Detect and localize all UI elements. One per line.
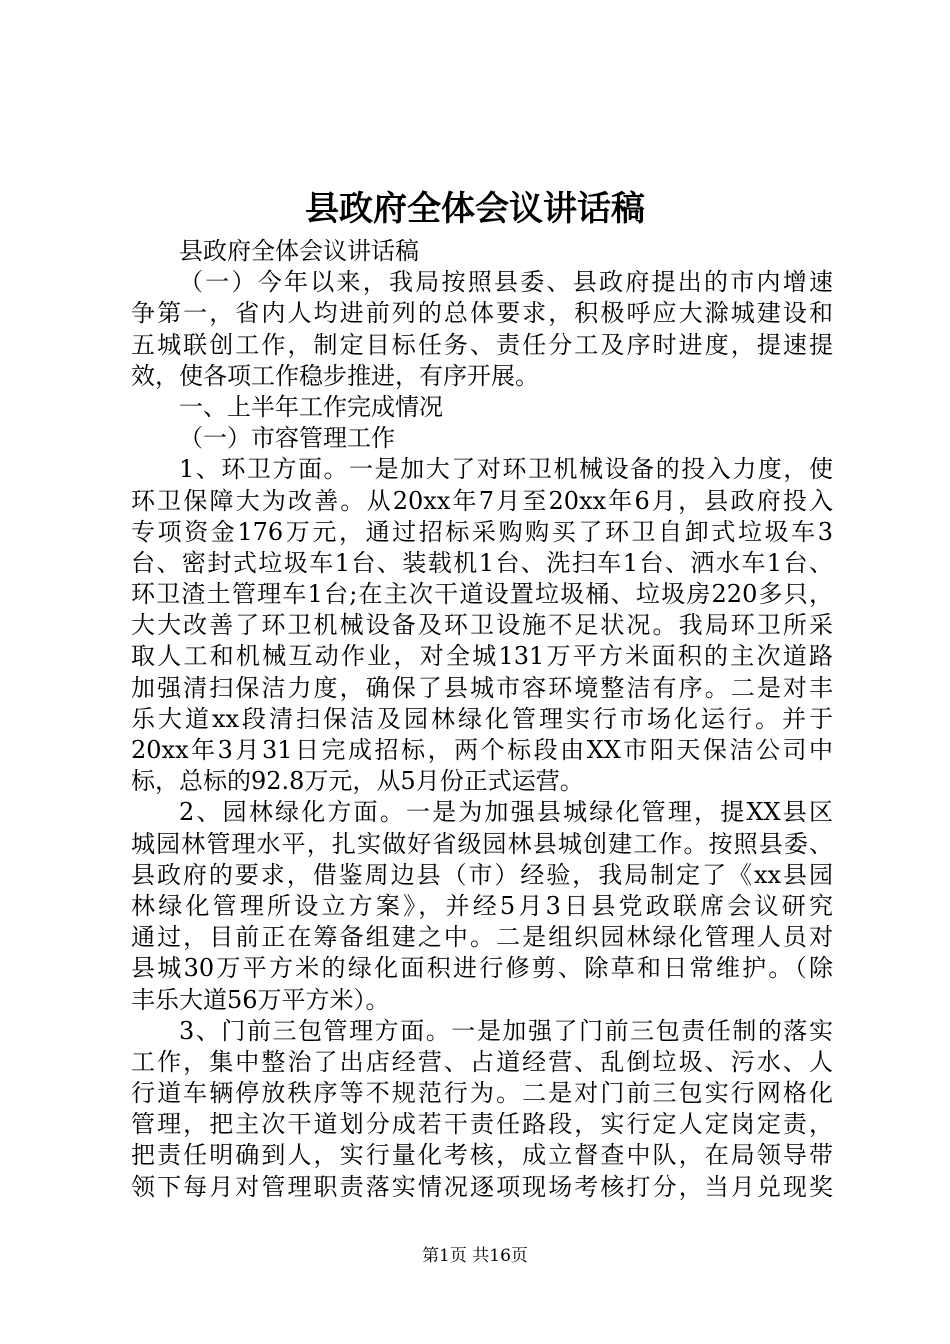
text-line: 标，总标的92.8万元，从5月份正式运营。 (131, 767, 584, 796)
text-line: 把责任明确到人，实行量化考核，成立督查中队，在局领导带 (131, 1141, 833, 1170)
text-line: 五城联创工作，制定目标任务、责任分工及序时进度，提速提 (131, 330, 833, 359)
text-line: 林绿化管理所设立方案》，并经5月3日县党政联席会议研究 (131, 891, 833, 920)
text-line: 效，使各项工作稳步推进，有序开展。 (131, 361, 539, 390)
text-line: 管理，把主次干道划分成若干责任路段，实行定人定岗定责， (131, 1110, 833, 1139)
text-line: 大大改善了环卫机械设备及环卫设施不足状况。我局环卫所采 (131, 611, 833, 640)
document-body (131, 236, 833, 1203)
text-line: 丰乐大道56万平方米）。 (131, 985, 390, 1014)
text-line: 取人工和机械互动作业，对全城131万平方米面积的主次道路 (131, 642, 833, 671)
text-line: 2、园林绿化方面。一是为加强县城绿化管理，提XX县区 (179, 798, 833, 827)
text-line: 一、上半年工作完成情况 (179, 392, 443, 421)
text-line: 通过，目前正在筹备组建之中。二是组织园林绿化管理人员对 (131, 923, 833, 952)
text-line: 行道车辆停放秩序等不规范行为。二是对门前三包实行网格化 (131, 1079, 833, 1108)
document-title: 县政府全体会议讲话稿 (305, 189, 645, 229)
text-line: 领下每月对管理职责落实情况逐项现场考核打分，当月兑现奖 (131, 1172, 833, 1201)
text-line: 工作，集中整治了出店经营、占道经营、乱倒垃圾、污水、人 (131, 1047, 833, 1076)
text-line: 20xx年3月31日完成招标，两个标段由XX市阳天保洁公司中 (131, 736, 833, 764)
text-line: 1、环卫方面。一是加大了对环卫机械设备的投入力度，使 (179, 455, 833, 484)
text-line: 县政府全体会议讲话稿 (179, 237, 419, 265)
text-line: 3、门前三包管理方面。一是加强了门前三包责任制的落实 (179, 1016, 833, 1045)
text-line: （一）今年以来，我局按照县委、县政府提出的市内增速 (179, 268, 833, 297)
text-line: 台、密封式垃圾车1台、装载机1台、洗扫车1台、洒水车1台、 (131, 548, 833, 577)
page-footer: 第1页 共16页 (422, 1246, 528, 1266)
text-line: 城园林管理水平，扎实做好省级园林县城创建工作。按照县委、 (131, 829, 833, 858)
text-line: 加强清扫保洁力度，确保了县城市容环境整洁有序。二是对丰 (131, 673, 833, 702)
text-line: 争第一，省内人均进前列的总体要求，积极呼应大滁城建设和 (131, 299, 833, 328)
text-line: 县政府的要求，借鉴周边县（市）经验，我局制定了《xx县园 (131, 860, 833, 889)
text-line: 环卫渣土管理车1台;在主次干道设置垃圾桶、垃圾房220多只， (131, 580, 833, 609)
text-line: 乐大道xx段清扫保洁及园林绿化管理实行市场化运行。并于 (131, 704, 833, 733)
text-line: （一）市容管理工作 (179, 424, 395, 453)
text-line: 专项资金176万元，通过招标采购购买了环卫自卸式垃圾车3 (131, 517, 833, 546)
text-line: 县城30万平方米的绿化面积进行修剪、除草和日常维护。（除 (131, 954, 833, 983)
text-line: 环卫保障大为改善。从20xx年7月至20xx年6月，县政府投入 (131, 486, 833, 515)
